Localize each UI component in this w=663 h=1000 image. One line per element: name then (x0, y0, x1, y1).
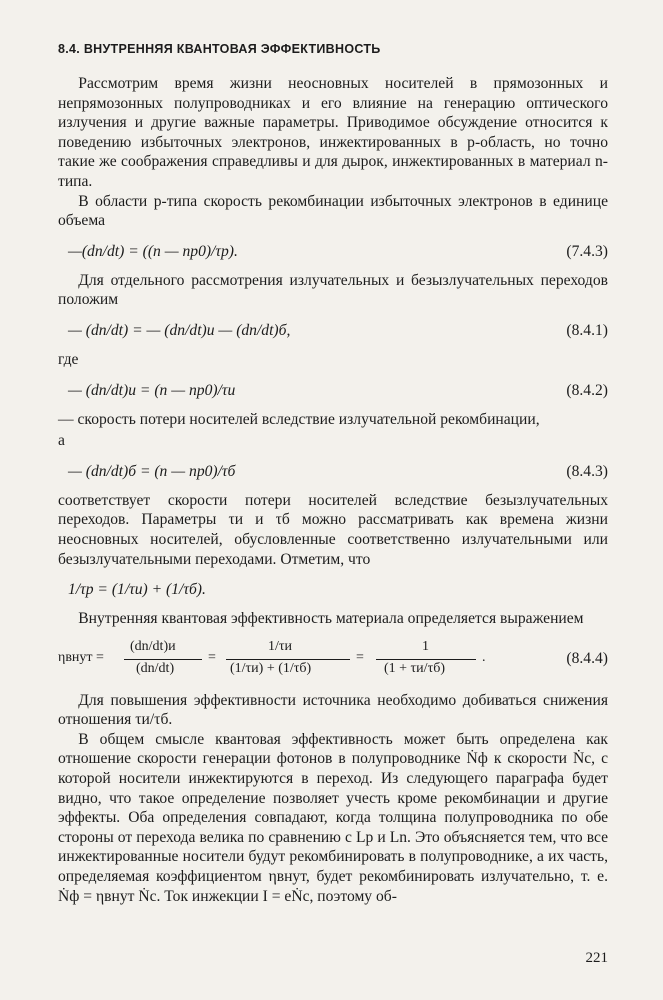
page-number: 221 (585, 950, 608, 966)
fraction-bar (226, 659, 350, 660)
equation-expr: —(dn/dt) = ((n — np0)/τp). (68, 242, 238, 260)
equation-8-4-3 (58, 461, 608, 483)
equation-7-4-3 (58, 241, 608, 263)
equation-8-4-2 (58, 380, 608, 402)
equation-8-4-4 (58, 639, 608, 679)
fraction-1-denominator: (dn/dt) (136, 660, 175, 676)
paragraph-intro: Рассмотрим время жизни неосновных носителей в прямозонных и непрямозонных полупроводниках и его влияние на генерацию оптического излучения и другие важные параметры. Приводимое обсуждение относится к поведению избыточных электронов, инжектированных в p-область, но точно такие же соображения справедливы и для дырок, инжектированных в материал n-типа. (58, 75, 608, 190)
fraction-2-denominator: (1/τи) + (1/τб) (230, 660, 312, 676)
paragraph-internal-efficiency: Внутренняя квантовая эффективность материала определяется выражением (78, 610, 584, 628)
equation-number: (7.4.3) (566, 242, 608, 260)
where-label: где (58, 350, 79, 368)
equation-number: (8.4.4) (566, 649, 608, 667)
fraction-3-numerator: 1 (422, 638, 429, 654)
equation-expr: — (dn/dt)и = (n — np0)/τи (68, 381, 236, 399)
equation-lhs: ηвнут = (58, 649, 104, 665)
paragraph-increase-efficiency: Для повышения эффективности источника необходимо добиваться снижения отношения τи/τб. (58, 691, 608, 729)
equation-expr: — (dn/dt)б = (n — np0)/τб (68, 462, 236, 480)
equation-expr: 1/τp = (1/τи) + (1/τб). (68, 581, 206, 599)
a-label: а (58, 432, 65, 450)
equals-sign: = (208, 649, 216, 665)
section-heading: 8.4. ВНУТРЕННЯЯ КВАНТОВАЯ ЭФФЕКТИВНОСТЬ (58, 42, 381, 56)
equation-dot: . (482, 649, 486, 665)
fraction-bar (124, 659, 202, 660)
paragraph-radiative: — скорость потери носителей вследствие излучательной рекомбинации, (58, 410, 540, 428)
equation-lifetime-sum (58, 579, 608, 601)
fraction-3-denominator: (1 + τи/τб) (384, 660, 445, 676)
page-body (58, 42, 608, 906)
paragraph-separate: Для отдельного рассмотрения излучательных и безызлучательных переходов положим (58, 271, 608, 309)
equation-expr: — (dn/dt) = — (dn/dt)и — (dn/dt)б, (68, 321, 291, 339)
equation-number: (8.4.1) (566, 321, 608, 339)
paragraph-recombination: В области p-типа скорость рекомбинации избыточных электронов в единице объема (58, 192, 608, 230)
equation-number: (8.4.3) (566, 462, 608, 480)
equation-number: (8.4.2) (566, 381, 608, 399)
equals-sign: = (356, 649, 364, 665)
equation-8-4-1 (58, 320, 608, 342)
fraction-2-numerator: 1/τи (268, 638, 293, 654)
paragraph-nonradiative: соответствует скорости потери носителей вследствие безызлучательных переходов. Параметры τи и τб можно рассматривать как времена жизни неосновных носителей, обусловленные соответственно излучательными или безызлучательными переходами. Отметим, что (58, 491, 608, 568)
fraction-bar (376, 659, 476, 660)
fraction-1-numerator: (dn/dt)и (130, 638, 176, 654)
paragraph-general-definition: В общем смысле квантовая эффективность может быть определена как отношение скорости генерации фотонов в полупроводнике Ṅф к скорости Ṅc, с которой носители инжектируются в переход. Из следующего параграфа будет видно, что такое определение позволяет учесть кроме рекомбинации и другие эффекты. Оба определения совпадают, когда толщина полупроводника по обе стороны от перехода велика по сравнению с Lp и Ln. Это объясняется тем, что все инжектированные носители будут рекомбинировать в полупроводнике, а их часть, определяемая коэффициентом ηвнут, будет рекомбинировать излучательно, т. е. Ṅф = ηвнут Ṅc. Ток инжекции I = eṄc, поэтому об- (58, 730, 608, 905)
